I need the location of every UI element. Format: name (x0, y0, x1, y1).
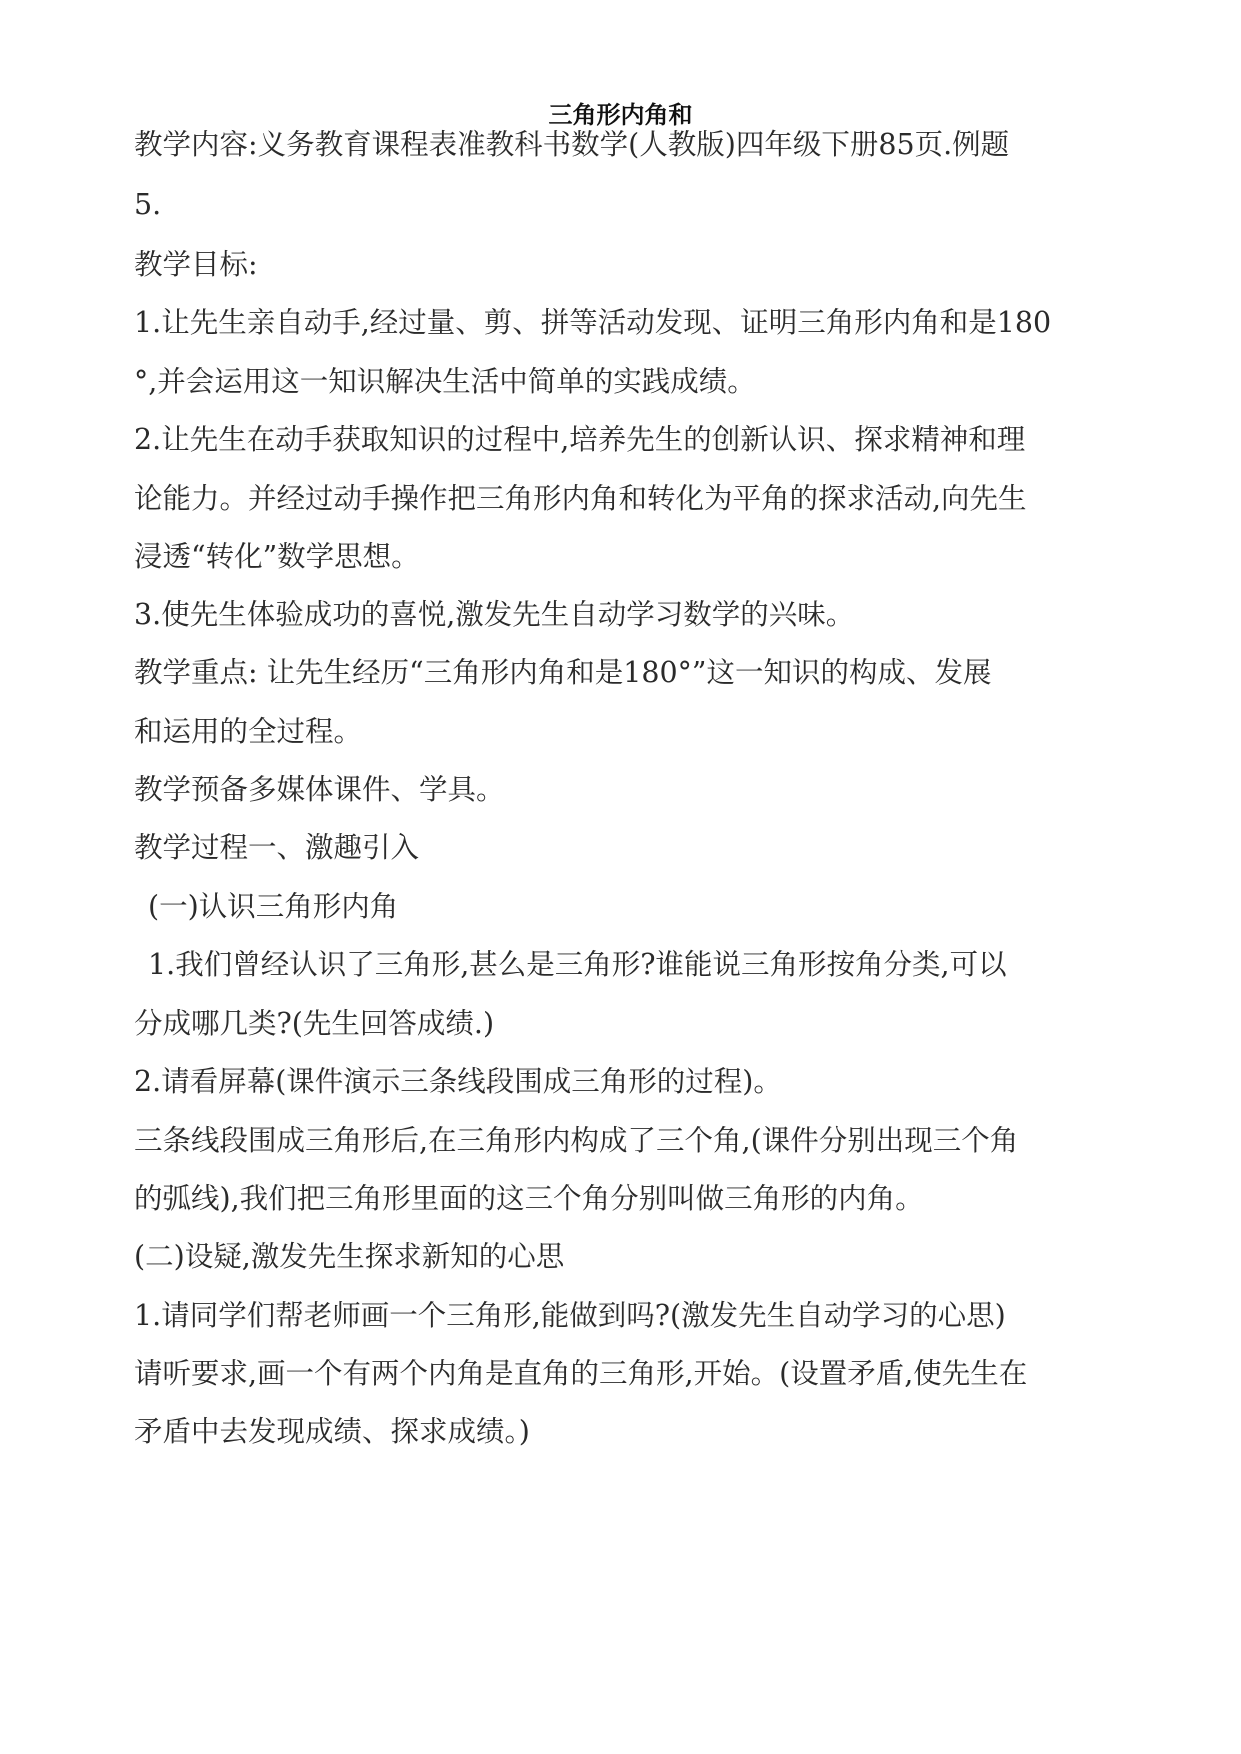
paragraph-line: 的弧线),我们把三角形里面的这三个角分别叫做三角形的内角。 (134, 1182, 924, 1215)
paragraph-line: 教学过程一、激趣引入 (134, 831, 420, 864)
paragraph-line: 1.请同学们帮老师画一个三角形,能做到吗?(激发先生自动学习的心思) (134, 1299, 1006, 1332)
paragraph-line: 1.我们曾经认识了三角形,甚么是三角形?谁能说三角形按角分类,可以 (148, 948, 1007, 981)
document-title: 三角形内角和 (548, 101, 693, 129)
paragraph-line: 三条线段围成三角形后,在三角形内构成了三个角,(课件分别出现三个角 (134, 1124, 1019, 1157)
paragraph-line: 2.请看屏幕(课件演示三条线段围成三角形的过程)。 (134, 1065, 782, 1098)
paragraph-line: (二)设疑,激发先生探求新知的心思 (134, 1240, 565, 1273)
paragraph-line: 矛盾中去发现成绩、探求成绩。) (134, 1415, 530, 1448)
paragraph-line: 3.使先生体验成功的喜悦,激发先生自动学习数学的兴味。 (134, 598, 855, 631)
paragraph-line: 5. (134, 188, 162, 221)
paragraph-line: 论能力。并经过动手操作把三角形内角和转化为平角的探求活动,向先生 (134, 482, 1027, 515)
paragraph-line: 分成哪几类?(先生回答成绩.) (134, 1007, 495, 1040)
paragraph-line: 教学预备多媒体课件、学具。 (134, 773, 505, 806)
paragraph-line: 浸透“转化”数学思想。 (134, 540, 420, 573)
paragraph-line: 1.让先生亲自动手,经过量、剪、拼等活动发现、证明三角形内角和是180 (134, 306, 1052, 339)
paragraph-line: 教学内容:义务教育课程表准教科书数学(人教版)四年级下册85页.例题 (134, 128, 1010, 161)
paragraph-line: (一)认识三角形内角 (148, 890, 399, 923)
paragraph-line: °,并会运用这一知识解决生活中简单的实践成绩。 (134, 365, 756, 398)
paragraph-line: 教学目标: (134, 248, 258, 281)
paragraph-line: 2.让先生在动手获取知识的过程中,培养先生的创新认识、探求精神和理 (134, 423, 1026, 456)
paragraph-line: 和运用的全过程。 (134, 715, 363, 748)
paragraph-line: 教学重点: 让先生经历“三角形内角和是180°”这一知识的构成、发展 (134, 656, 992, 689)
paragraph-line: 请听要求,画一个有两个内角是直角的三角形,开始。(设置矛盾,使先生在 (134, 1357, 1028, 1390)
